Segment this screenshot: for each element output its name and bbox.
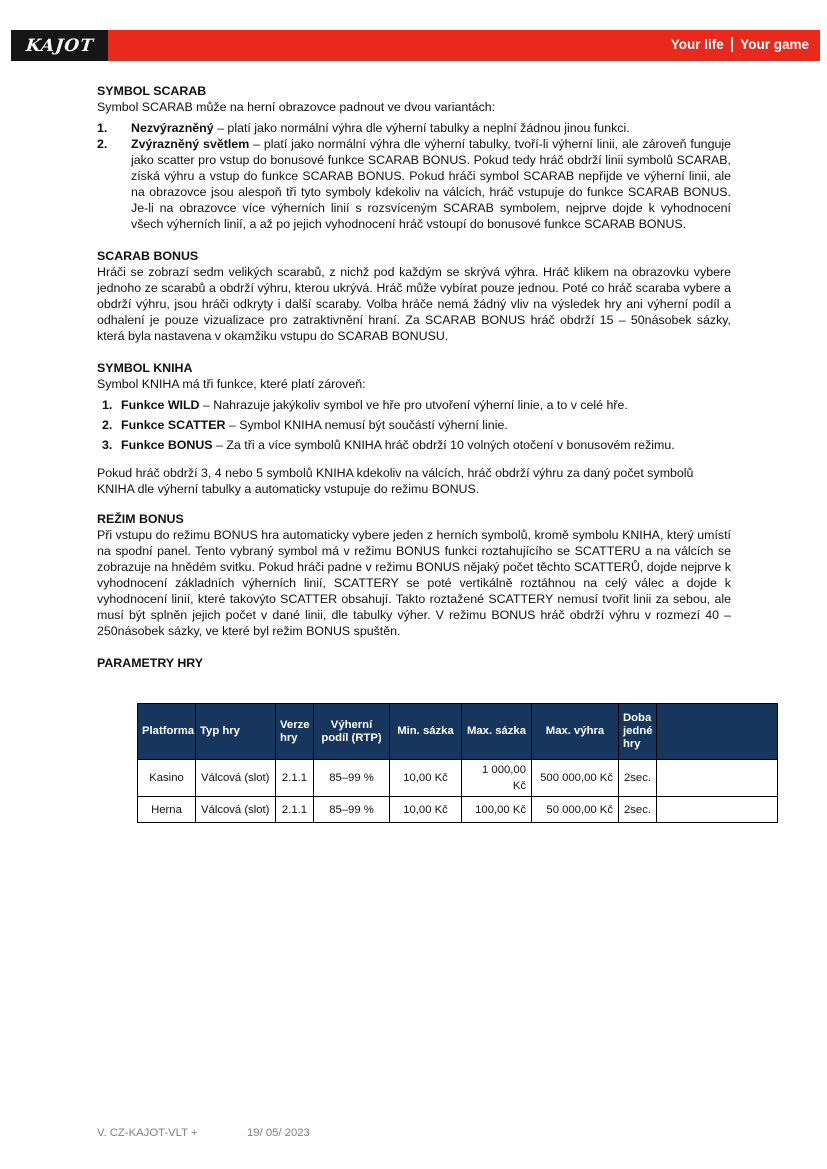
kniha-after-paragraph: Pokud hráč obdrží 3, 4 nebo 5 symbolů KNIHA kdekoliv na válcích, hráč obdrží výhru za daný počet symbolů KNIHA dle výherní tabulky a automaticky vstupuje do režimu BONUS. <box>97 466 694 496</box>
page-footer <box>97 1127 310 1139</box>
table-header-row <box>138 704 778 760</box>
kniha-intro: Symbol KNIHA má tři funkce, které platí zároveň: <box>97 377 366 391</box>
cell-verze-hry: 2.1.1 <box>276 760 314 797</box>
col-header-min-sazka: Min. sázka <box>390 704 462 760</box>
game-parameters-table-wrap <box>137 703 731 823</box>
page-header <box>11 30 820 61</box>
cell-min-sazka: 10,00 Kč <box>390 797 462 823</box>
document-date: 19/ 05/ 2023 <box>247 1127 310 1139</box>
list-item-text: Funkce WILD – Nahrazuje jakýkoliv symbol ve hře pro utvoření výherní linie, a to v celé hře. <box>121 398 628 412</box>
section-title-symbol-kniha: SYMBOL KNIHA <box>97 361 193 375</box>
cell-verze-hry: 2.1.1 <box>276 797 314 823</box>
table-row <box>138 797 778 823</box>
list-item-number: 3. <box>102 438 113 452</box>
document-body <box>97 83 731 823</box>
section-title-parametry-hry: PARAMETRY HRY <box>97 656 204 670</box>
list-item-number: 1. <box>97 121 108 135</box>
document-version: V. CZ-KAJOT-VLT + <box>97 1127 198 1139</box>
cell-doba-jedne-hry: 2sec. <box>619 760 657 797</box>
tagline-left: Your life <box>670 37 724 52</box>
list-item <box>97 417 731 433</box>
list-item <box>97 120 731 136</box>
cell-min-sazka: 10,00 Kč <box>390 760 462 797</box>
cell-max-vyhra: 50 000,00 Kč <box>532 797 619 823</box>
kajot-logo <box>11 30 108 61</box>
kniha-list <box>97 397 731 453</box>
cell-typ-hry: Válcová (slot) <box>196 797 276 823</box>
tagline-right: Your game <box>740 37 809 52</box>
cell-platforma: Kasino <box>138 760 196 797</box>
col-header-rtp: Výherní podíl (RTP) <box>314 704 390 760</box>
scarab-list <box>97 120 731 232</box>
col-header-max-sazka: Max. sázka <box>462 704 532 760</box>
rezim-bonus-paragraph: Při vstupu do režimu BONUS hra automaticky vybere jeden z herních symbolů, kromě symbolu KNIHA, který umístí na spodní panel. Tento vybraný symbol má v režimu BONUS funkci roztahujícího se SCATTERU a na válcích se zobrazuje na hnědém svitku. Pokud hráči padne v režimu BONUS nějaký počet těchto SCATTERŮ, dojde nejprve k vyhodnocení základních výherních linií, SCATTERY se poté vertikálně roztáhnou na celý válec a dojde k vyhodnocení linií, které takovýto SCATTER obsahují. Takto roztažené SCATTERY nemusí tvořit linii za sebou, ale musí být splněn jejich počet v dané linii, dle tabulky výher. V režimu BONUS hráč obdrží výhru v rozmezí 40 – 250násobek sázky, ve které byl režim BONUS spuštěn. <box>97 528 731 638</box>
col-header-max-vyhra: Max. výhra <box>532 704 619 760</box>
col-header-empty <box>657 704 778 760</box>
cell-rtp: 85–99 % <box>314 760 390 797</box>
cell-empty <box>657 797 778 823</box>
list-item-number: 2. <box>97 137 108 151</box>
cell-max-sazka: 100,00 Kč <box>462 797 532 823</box>
kajot-logo-text: KAJOT <box>24 35 95 56</box>
col-header-platforma: Platforma <box>138 704 196 760</box>
section-title-rezim-bonus: REŽIM BONUS <box>97 512 184 526</box>
list-item-text: Funkce BONUS – Za tři a více symbolů KNIHA hráč obdrží 10 volných otočení v bonusovém režimu. <box>121 438 675 452</box>
cell-platforma: Herna <box>138 797 196 823</box>
cell-max-sazka: 1 000,00 Kč <box>462 760 532 797</box>
cell-typ-hry: Válcová (slot) <box>196 760 276 797</box>
scarab-bonus-paragraph: Hráči se zobrazí sedm velikých scarabů, z nichž pod každým se skrývá výhra. Hráč klikem na obrazovku vybere jednoho ze scarabů a obdrží výhru, kterou ukrývá. Hráč může vybírat pouze jednou. Poté co hráč scaraba vybere a obdrží výhru, jsou hráči odkryty i další scaraby. Volba hráče nemá žádný vliv na výsledek hry ani výherní podíl a odhalení je pouze vizualizace pro zatraktivnění hraní. Za SCARAB BONUS hráč obdrží 15 – 50násobek sázky, která byla nastavena v okamžiku vstupu do SCARAB BONUSU. <box>97 265 731 343</box>
cell-max-vyhra: 500 000,00 Kč <box>532 760 619 797</box>
cell-doba-jedne-hry: 2sec. <box>619 797 657 823</box>
tagline-separator <box>731 37 734 52</box>
list-item <box>97 437 731 453</box>
list-item-text: Nezvýrazněný – platí jako normální výhra dle výherní tabulky a neplní žádnou jinou funkci. <box>131 121 630 135</box>
list-item-text: Funkce SCATTER – Symbol KNIHA nemusí být součástí výherní linie. <box>121 418 508 432</box>
col-header-typ-hry: Typ hry <box>196 704 276 760</box>
table-row <box>138 760 778 797</box>
col-header-verze-hry: Verze hry <box>276 704 314 760</box>
cell-empty <box>657 760 778 797</box>
list-item-number: 1. <box>102 398 113 412</box>
list-item-number: 2. <box>102 418 113 432</box>
section-title-scarab-bonus: SCARAB BONUS <box>97 249 199 263</box>
header-red-bar <box>108 30 820 61</box>
list-item-text: Zvýrazněný světlem – platí jako normální výhra dle výherní tabulky, tvoří-li výherní linii, ale zároveň funguje jako scatter pro vstup do bonusové funkce SCARAB BONUS. Pokud tedy hráč obdrží linii symbolů SCARAB, získá výhru a vstup do funkce SCARAB BONUS. Pokud hráči symbol SCARAB nepřijde ve výherní linii, ale na obrazovce jsou alespoň tři tyto symboly kdekoliv na válcích, hráč vstupuje do funkce SCARAB BONUS. Je-li na obrazovce více výherních linií s rozsvíceným SCARAB symbolem, nejprve dojde k vyhodnocení všech výherních linií, a až po jejich vyhodnocení hráč vstoupí do bonusové funkce SCARAB BONUS. <box>131 137 731 231</box>
game-parameters-table <box>137 703 778 823</box>
list-item <box>97 397 731 413</box>
section-title-symbol-scarab: SYMBOL SCARAB <box>97 84 207 98</box>
list-item <box>97 136 731 232</box>
scarab-intro: Symbol SCARAB může na herní obrazovce padnout ve dvou variantách: <box>97 100 496 114</box>
col-header-doba-jedne-hry: Doba jedné hry <box>619 704 657 760</box>
cell-rtp: 85–99 % <box>314 797 390 823</box>
